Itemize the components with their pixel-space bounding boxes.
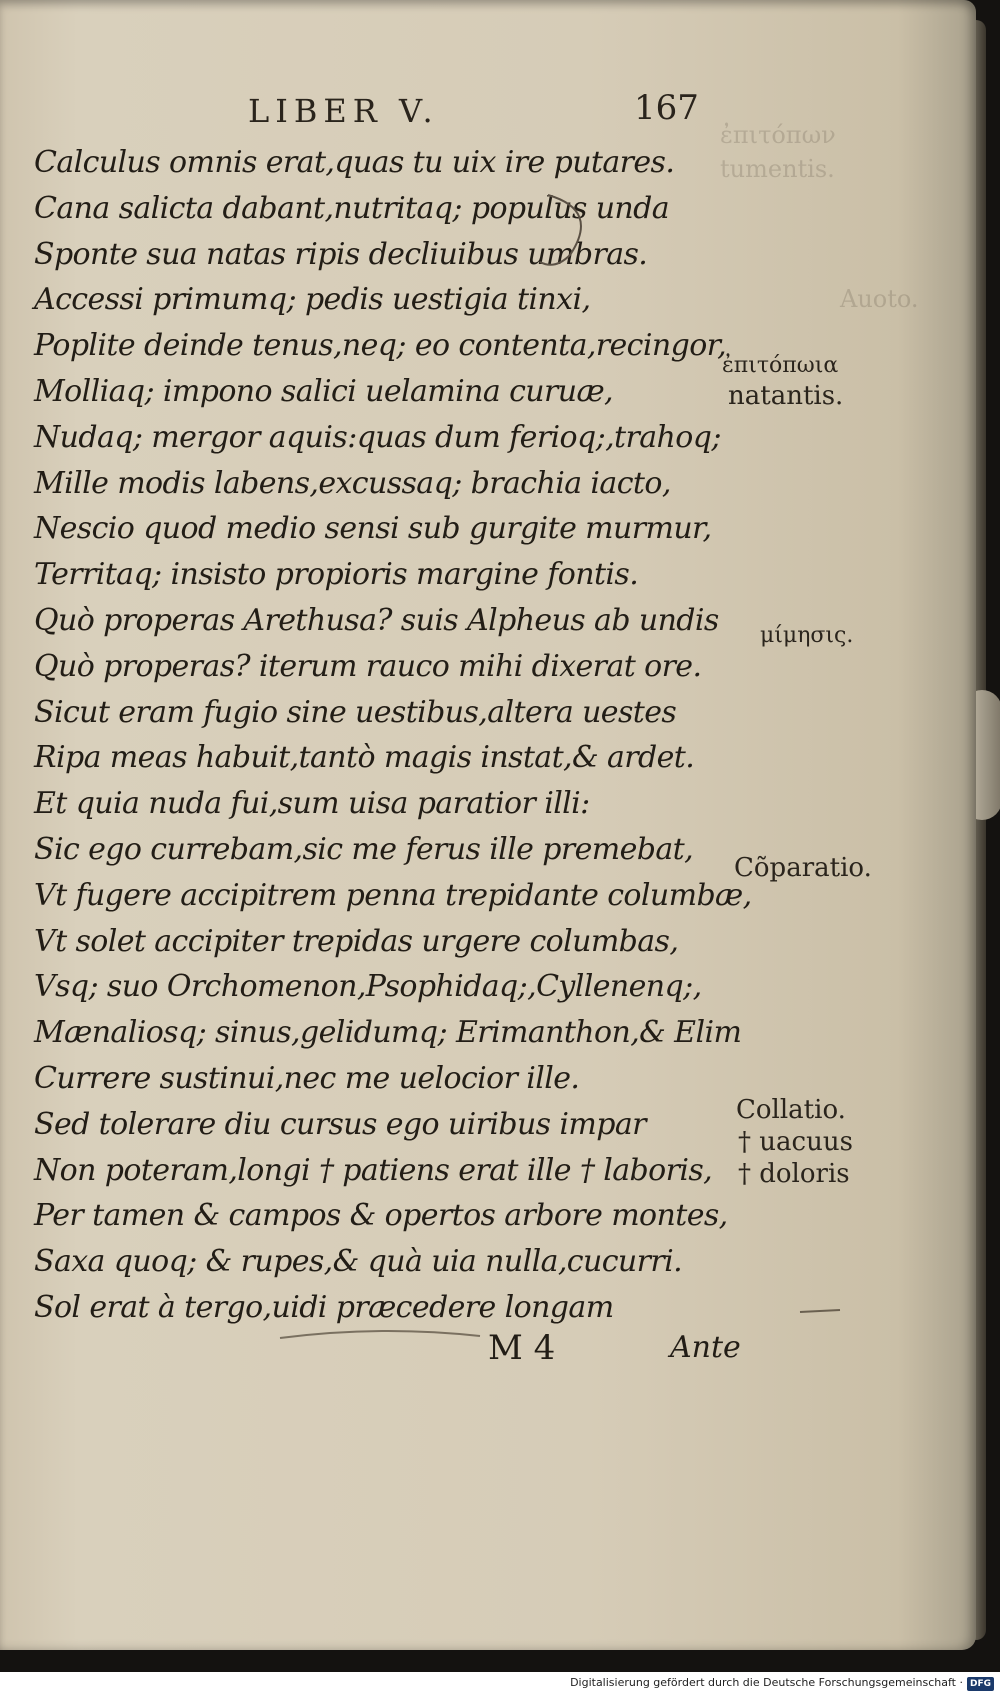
verse-line: Sic ego currebam,sic me ferus ille premebat, bbox=[34, 831, 694, 867]
margin-note: natantis. bbox=[728, 381, 844, 411]
verse-line: Per tamen & campos & opertos arbore montes, bbox=[34, 1198, 728, 1234]
margin-note-greek: μίμησις. bbox=[760, 623, 854, 648]
dfg-logo: DFG bbox=[967, 1677, 994, 1691]
verse-line: Vt fugere accipitrem penna trepidante columbæ, bbox=[34, 877, 752, 913]
verse-line: Quò properas Arethusa? suis Alpheus ab undis bbox=[34, 602, 719, 638]
verse-line: Calculus omnis erat,quas tu uix ire putares. bbox=[34, 145, 675, 180]
verse-line: Sponte sua natas ripis decliuibus umbras. bbox=[34, 236, 648, 272]
verse-line: Sicut eram fugio sine uestibus,altera uestes bbox=[34, 694, 677, 730]
underline-stroke bbox=[280, 1331, 480, 1338]
verse-line: Mænaliosq; sinus,gelidumq; Erimanthon,& Elim bbox=[34, 1015, 742, 1051]
verse-line: Molliaq; impono salici uelamina curuæ, bbox=[34, 373, 613, 409]
verse-line: Poplite deinde tenus,neq; eo contenta,recingor, bbox=[34, 328, 727, 364]
verse-line: Ripa meas habuit,tantò magis instat,& ardet. bbox=[34, 740, 695, 776]
margin-note: Cõparatio. bbox=[734, 853, 872, 883]
verse-line: Accessi primumq; pedis uestigia tinxi, bbox=[34, 282, 591, 318]
signature-mark: M 4 bbox=[488, 1328, 556, 1368]
verse-line: Nudaq; mergor aquis:quas dum ferioq;,trahoq; bbox=[34, 419, 721, 455]
verse-line: Vt solet accipiter trepidas urgere columbas, bbox=[34, 923, 679, 959]
credit-text: Digitalisierung gefördert durch die Deutsche Forschungsgemeinschaft · bbox=[570, 1676, 963, 1689]
verse-line: Nescio quod medio sensi sub gurgite murmur, bbox=[34, 511, 712, 547]
catchword: Ante bbox=[670, 1330, 741, 1365]
verse-line: Sol erat à tergo,uidi præcedere longam bbox=[34, 1289, 614, 1325]
page-number: 167 bbox=[634, 88, 699, 128]
margin-note-greek: ἐπιτόπωια bbox=[722, 353, 839, 378]
margin-dash bbox=[800, 1310, 840, 1312]
verse-line: Mille modis labens,excussaq; brachia iacto, bbox=[34, 465, 671, 501]
handwritten-stroke bbox=[540, 195, 581, 265]
margin-note: Collatio. bbox=[736, 1095, 846, 1125]
verse-line: Vsq; suo Orchomenon,Psophidaq;,Cyllenenq;, bbox=[34, 969, 702, 1005]
digitization-credit bbox=[0, 1672, 1000, 1694]
verse-line: Sed tolerare diu cursus ego uiribus impar bbox=[34, 1106, 646, 1142]
bleed-through-text: Auoto. bbox=[840, 285, 919, 313]
verse-line: Currere sustinui,nec me uelocior ille. bbox=[34, 1060, 580, 1096]
margin-note: † doloris bbox=[738, 1159, 850, 1189]
bleed-through-text: ἐπιτόπων tumentis. bbox=[720, 121, 836, 183]
running-title: LIBER V. bbox=[248, 92, 439, 130]
verse-line: Saxa quoq; & rupes,& quà uia nulla,cucurri. bbox=[34, 1244, 683, 1280]
verse-line: Cana salicta dabant,nutritaq; populus unda bbox=[34, 190, 670, 226]
verse-line: Quò properas? iterum rauco mihi dixerat ore. bbox=[34, 648, 702, 684]
margin-note: † uacuus bbox=[738, 1127, 853, 1157]
verse-line: Et quia nuda fui,sum uisa paratior illi: bbox=[34, 786, 590, 822]
verse-line: Territaq; insisto propioris margine fontis. bbox=[34, 557, 639, 593]
verse-line: Non poteram,longi † patiens erat ille † laboris, bbox=[34, 1152, 713, 1188]
